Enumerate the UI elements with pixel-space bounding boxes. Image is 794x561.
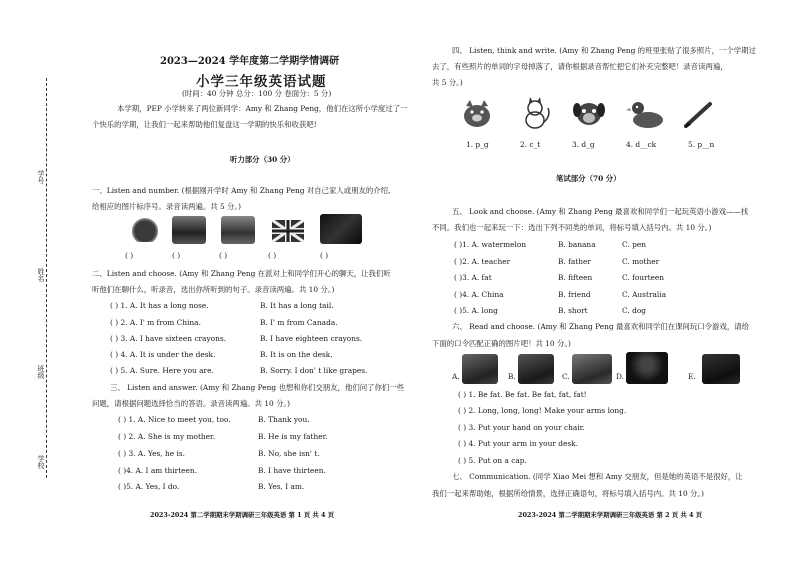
command-picture-b: [518, 354, 554, 384]
s2-question-3: ( ) 3. A. I have sixteen crayons.: [110, 334, 226, 343]
section-2-title: 二、Listen and choose. (Amy 和 Zhang Peng 在派对上和同学们开心的聊天，让我们听: [92, 269, 391, 278]
s3-option-b-3: B. No, she isn' t.: [258, 449, 320, 458]
s2-question-5: ( ) 5. A. Sure. Here you are.: [110, 366, 214, 375]
s6-question-2: ( ) 2. Long, long, long! Make your arms long.: [458, 406, 627, 415]
section-1-title: 一、Listen and number. (根据刚开学时 Amy 和 Zhang Peng 对自己家人或朋友的介绍,: [92, 186, 391, 195]
section-3-title: 三、 Listen and answer. (Amy 和 Zhang Peng 也想和你们交朋友，他们问了你们一些: [110, 383, 405, 392]
command-picture-d: [626, 352, 668, 384]
family-picture-3: [221, 216, 255, 244]
exam-main-title: 小学三年级英语试题: [196, 74, 327, 90]
command-picture-e: [702, 354, 740, 384]
pen-picture: [682, 98, 716, 130]
section-7-title: 七、 Communication. (同学 Xiao Mei 想和 Amy 交朋友，但是她的英语不是很好，让: [452, 472, 743, 481]
uk-flag-picture: [272, 220, 304, 242]
s3-question-5: ( )5. A. Yes, I do.: [118, 482, 180, 491]
listening-section-header: 听力部分（30 分）: [230, 155, 295, 164]
s2-question-1: ( ) 1. A. It has a long nose.: [110, 301, 209, 310]
s5-question-2: ( )2. A. teacher: [454, 257, 511, 266]
exam-info: (时间：40 分钟 总分：100 分 卷面分：5 分): [182, 89, 332, 98]
section-4-title: 四、 Listen, think and write. (Amy 和 Zhang Peng 的班里张贴了很多照片，一个学期过: [452, 46, 756, 55]
s5-option-b-5: B. short: [558, 306, 588, 315]
s2-option-b-3: B. I have eighteen crayons.: [260, 334, 363, 343]
s3-question-3: ( ) 3. A. Yes, he is.: [118, 449, 185, 458]
s5-option-c-5: C. dog: [622, 306, 647, 315]
duck-picture: [626, 98, 666, 130]
section-2-title-2: 听他们在聊什么，听录音，选出你所听到的句子。录音读两遍。共 10 分。): [92, 285, 335, 294]
command-picture-a: [462, 354, 498, 384]
side-label-class: 班级: [37, 365, 45, 379]
binding-line: [46, 78, 47, 478]
page-2-footer: 2023-2024 第二学期期末学期调研三年级英语 第 2 页 共 4 页: [518, 511, 703, 519]
s6-letter-b: B.: [508, 372, 516, 381]
s6-letter-e: E.: [688, 372, 696, 381]
right-page: [432, 0, 794, 561]
s6-letter-a: A.: [452, 372, 460, 381]
command-picture-c: [572, 354, 612, 384]
s1-answer-blank-4[interactable]: ( ): [268, 251, 277, 260]
s4-word-3[interactable]: 3. d_g: [572, 140, 595, 149]
s4-word-2[interactable]: 2. c_t: [520, 140, 541, 149]
section-7-title-2: 我们一起来帮助她，根据所给情景，选择正确语句，将标号填入括号内。共 10 分。): [432, 489, 704, 498]
side-label-school: 学校: [37, 455, 45, 469]
s3-option-b-5: B. Yes, I am.: [258, 482, 305, 491]
s6-question-3: ( ) 3. Put your hand on your chair.: [458, 423, 585, 432]
section-6-title: 六、 Read and choose. (Amy 和 Zhang Peng 最喜欢和同学们在课间玩口令游戏，请给: [452, 322, 749, 331]
s5-option-c-1: C. pen: [622, 240, 646, 249]
s1-answer-blank-2[interactable]: ( ): [172, 251, 181, 260]
s3-option-b-2: B. He is my father.: [258, 432, 328, 441]
s3-option-b-4: B. I have thirteen.: [258, 466, 326, 475]
s3-option-b-1: B. Thank you.: [258, 415, 310, 424]
intro-line-1: 本学期，PEP 小学转来了两位新同学：Amy 和 Zhang Peng，他们在这所小学度过了一: [117, 104, 408, 113]
s5-option-c-2: C. mother: [622, 257, 660, 266]
section-3-title-2: 问题，请根据问题选择恰当的答语。录音读两遍。共 10 分。): [92, 399, 291, 408]
s5-option-b-3: B. fifteen: [558, 273, 593, 282]
side-label-name: 姓名: [37, 268, 45, 282]
s2-option-b-2: B. I' m from Canada.: [260, 318, 338, 327]
page-1-footer: 2023-2024 第二学期期末学期调研三年级英语 第 1 页 共 4 页: [150, 511, 335, 519]
section-6-title-2: 下面的口令匹配正确的图片吧！共 10 分。): [432, 339, 571, 348]
s4-word-1[interactable]: 1. p_g: [466, 140, 489, 149]
s1-answer-blank-1[interactable]: ( ): [125, 251, 134, 260]
s6-question-5: ( ) 5. Put on a cap.: [458, 456, 527, 465]
s2-option-b-5: B. Sorry. I don' t like grapes.: [260, 366, 368, 375]
section-4-title-2: 去了，有些照片的单词的字母掉落了，请你根据录音帮忙把它们补充完整吧！录音读两遍，: [432, 62, 728, 71]
s6-letter-d: D.: [616, 372, 625, 381]
intro-line-2: 个快乐的学期，让我们一起来帮助他们复盘这一学期的快乐和收获吧!: [92, 120, 317, 129]
section-1-title-2: 给相应的图片标序号。录音读两遍。共 5 分。): [92, 202, 242, 211]
s5-question-3: ( )3. A. fat: [454, 273, 492, 282]
s3-question-4: ( )4. A. I am thirteen.: [118, 466, 198, 475]
section-5-title: 五、 Look and choose. (Amy 和 Zhang Peng 最喜欢和同学们一起玩英语小游戏——找: [452, 207, 749, 216]
written-section-header: 笔试部分（70 分）: [556, 174, 621, 183]
s6-letter-c: C.: [562, 372, 570, 381]
s2-option-b-4: B. It is on the desk.: [260, 350, 333, 359]
s5-question-1: ( )1. A. watermelon: [454, 240, 527, 249]
pig-picture: [460, 96, 494, 130]
family-picture-2: [172, 216, 206, 244]
cat-picture: [518, 96, 552, 130]
s1-answer-blank-3[interactable]: ( ): [219, 251, 228, 260]
s2-question-4: ( ) 4. A. It is under the desk.: [110, 350, 216, 359]
family-picture-1: [132, 218, 158, 242]
s5-question-4: ( )4. A. China: [454, 290, 504, 299]
s5-option-b-1: B. banana: [558, 240, 596, 249]
s4-word-5[interactable]: 5. p__n: [688, 140, 715, 149]
s5-option-c-3: C. fourteen: [622, 273, 665, 282]
s5-option-c-4: C. Australia: [622, 290, 667, 299]
s5-option-b-4: B. friend: [558, 290, 591, 299]
section-5-title-2: 不同。我们也一起来玩一下：选出下列不同类的单词，将标号填入括号内。共 10 分。): [432, 223, 712, 232]
section-4-title-3: 共 5 分。): [432, 78, 463, 87]
s5-question-5: ( )5. A. long: [454, 306, 498, 315]
s3-question-1: ( ) 1. A. Nice to meet you, too.: [118, 415, 231, 424]
family-picture-5: [320, 214, 362, 244]
s6-question-1: ( ) 1. Be fat. Be fat. Be fat, fat, fat!: [458, 390, 587, 399]
exam-year-title: 2023—2024 学年度第二学期学情调研: [160, 56, 340, 67]
s6-question-4: ( ) 4. Put your arm in your desk.: [458, 439, 578, 448]
s5-option-b-2: B. father: [558, 257, 591, 266]
s2-question-2: ( ) 2. A. I' m from China.: [110, 318, 201, 327]
dog-picture: [572, 96, 606, 130]
s2-option-b-1: B. It has a long tail.: [260, 301, 334, 310]
s4-word-4[interactable]: 4. d__ck: [626, 140, 657, 149]
s1-answer-blank-5[interactable]: ( ): [320, 251, 329, 260]
side-label-student-number: 学号: [37, 170, 45, 184]
s3-question-2: ( ) 2. A. She is my mother.: [118, 432, 216, 441]
